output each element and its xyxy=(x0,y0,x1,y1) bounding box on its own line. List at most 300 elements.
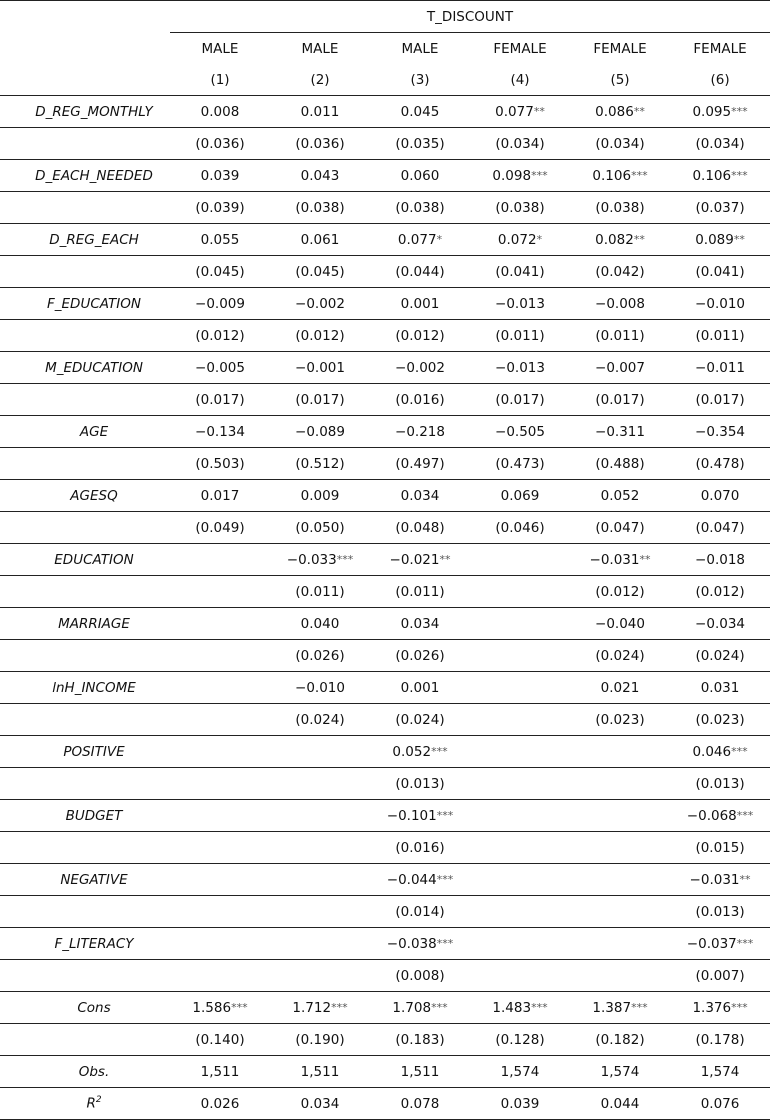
coefficient-cell xyxy=(470,96,570,128)
coefficient-value: 0.061 xyxy=(300,231,340,248)
coefficient-value: −0.037 xyxy=(686,935,737,952)
coefficient-value: 0.009 xyxy=(300,487,340,504)
coefficient-cell xyxy=(670,736,770,768)
coefficient-cell xyxy=(470,288,570,320)
header-title-row xyxy=(0,1,770,33)
standard-error-cell: (0.012) xyxy=(270,320,370,352)
stat-name-text: Obs. xyxy=(78,1063,110,1080)
coefficient-cell xyxy=(570,288,670,320)
coefficient-value: 1.586 xyxy=(192,999,232,1016)
variable-name: F_EDUCATION xyxy=(0,288,170,320)
significance-stars: ** xyxy=(639,552,651,566)
coefficient-cell xyxy=(170,992,270,1024)
coefficient-value: 1.708 xyxy=(392,999,432,1016)
standard-error-row xyxy=(0,896,770,928)
standard-error-cell: (0.045) xyxy=(270,256,370,288)
coefficient-value: −0.044 xyxy=(386,871,437,888)
standard-error-cell: (0.036) xyxy=(170,128,270,160)
significance-stars: *** xyxy=(631,1000,648,1014)
column-group-label: MALE xyxy=(301,40,339,57)
standard-error-cell: (0.497) xyxy=(370,448,470,480)
standard-error-cell: (0.049) xyxy=(170,512,270,544)
coefficient-value: 0.106 xyxy=(692,167,732,184)
significance-stars: *** xyxy=(731,168,748,182)
standard-error-row xyxy=(0,640,770,672)
variable-name: EDUCATION xyxy=(0,544,170,576)
coefficient-cell xyxy=(170,352,270,384)
standard-error-cell: (0.041) xyxy=(670,256,770,288)
standard-error-cell: (0.012) xyxy=(170,320,270,352)
standard-error-cell: (0.183) xyxy=(370,1024,470,1056)
standard-error-cell xyxy=(470,768,570,800)
standard-error-cell: (0.050) xyxy=(270,512,370,544)
column-number-label: (3) xyxy=(410,71,430,88)
coefficient-value: −0.031 xyxy=(589,551,640,568)
coefficient-row xyxy=(0,928,770,960)
significance-stars: ** xyxy=(633,104,645,118)
coefficient-cell xyxy=(370,288,470,320)
stat-value: 0.076 xyxy=(670,1088,770,1120)
coefficient-cell xyxy=(370,992,470,1024)
coefficient-value: 0.077 xyxy=(397,231,437,248)
row-label-blank xyxy=(0,704,170,736)
stat-value: 0.034 xyxy=(270,1088,370,1120)
significance-stars: *** xyxy=(436,808,454,822)
coefficient-cell xyxy=(670,352,770,384)
coefficient-value: −0.001 xyxy=(295,359,345,376)
coefficient-cell xyxy=(270,352,370,384)
stat-name xyxy=(0,1088,170,1120)
coefficient-cell xyxy=(570,672,670,704)
standard-error-row xyxy=(0,128,770,160)
coefficient-value: 0.052 xyxy=(600,487,640,504)
coefficient-cell xyxy=(370,800,470,832)
coefficient-cell xyxy=(670,800,770,832)
significance-stars: ** xyxy=(439,552,451,566)
coefficient-cell xyxy=(370,352,470,384)
variable-name: Cons xyxy=(0,992,170,1024)
coefficient-cell xyxy=(370,864,470,896)
header-corner xyxy=(0,1,170,33)
coefficient-value: −0.068 xyxy=(686,807,737,824)
standard-error-cell: (0.013) xyxy=(370,768,470,800)
coefficient-cell xyxy=(170,800,270,832)
standard-error-row xyxy=(0,960,770,992)
significance-stars: ** xyxy=(733,232,745,246)
row-label-blank xyxy=(0,768,170,800)
standard-error-cell: (0.017) xyxy=(270,384,370,416)
coefficient-cell xyxy=(670,480,770,512)
variable-name: BUDGET xyxy=(0,800,170,832)
stat-name-text: R xyxy=(86,1095,96,1112)
coefficient-cell xyxy=(270,544,370,576)
standard-error-cell: (0.015) xyxy=(670,832,770,864)
coefficient-cell xyxy=(670,992,770,1024)
standard-error-cell: (0.012) xyxy=(570,576,670,608)
significance-stars: *** xyxy=(231,1000,248,1014)
standard-error-cell: (0.034) xyxy=(570,128,670,160)
standard-error-cell: (0.011) xyxy=(670,320,770,352)
significance-stars: *** xyxy=(631,168,648,182)
column-number-label: (1) xyxy=(210,71,230,88)
coefficient-value: 0.043 xyxy=(300,167,340,184)
coefficient-cell xyxy=(470,416,570,448)
column-group-label: MALE xyxy=(201,40,239,57)
coefficient-cell xyxy=(270,96,370,128)
standard-error-cell: (0.011) xyxy=(270,576,370,608)
coefficient-cell xyxy=(470,928,570,960)
header-corner xyxy=(0,33,170,65)
standard-error-cell: (0.038) xyxy=(270,192,370,224)
standard-error-cell: (0.034) xyxy=(670,128,770,160)
significance-stars: *** xyxy=(531,1000,548,1014)
coefficient-cell xyxy=(470,992,570,1024)
coefficient-value: 0.031 xyxy=(700,679,740,696)
coefficient-value: −0.038 xyxy=(386,935,437,952)
standard-error-row xyxy=(0,704,770,736)
standard-error-cell: (0.012) xyxy=(370,320,470,352)
significance-stars: *** xyxy=(736,936,754,950)
standard-error-cell xyxy=(570,768,670,800)
coefficient-cell xyxy=(270,992,370,1024)
coefficient-cell xyxy=(170,928,270,960)
standard-error-cell: (0.128) xyxy=(470,1024,570,1056)
significance-stars: * xyxy=(436,232,443,246)
row-label-blank xyxy=(0,256,170,288)
standard-error-row xyxy=(0,1024,770,1056)
coefficient-value: −0.002 xyxy=(295,295,345,312)
standard-error-cell: (0.039) xyxy=(170,192,270,224)
row-label-blank xyxy=(0,896,170,928)
coefficient-cell xyxy=(670,416,770,448)
coefficient-row xyxy=(0,736,770,768)
standard-error-cell xyxy=(170,896,270,928)
coefficient-value: 0.072 xyxy=(497,231,537,248)
coefficient-value: −0.013 xyxy=(495,359,545,376)
coefficient-value: 0.095 xyxy=(692,103,732,120)
standard-error-cell: (0.016) xyxy=(370,832,470,864)
standard-error-cell: (0.473) xyxy=(470,448,570,480)
coefficient-value: 0.039 xyxy=(200,167,240,184)
significance-stars: ** xyxy=(633,232,645,246)
coefficient-value: 1.712 xyxy=(292,999,332,1016)
significance-stars: ** xyxy=(739,872,751,886)
coefficient-cell xyxy=(170,96,270,128)
standard-error-row xyxy=(0,768,770,800)
coefficient-cell xyxy=(570,416,670,448)
coefficient-cell xyxy=(370,544,470,576)
standard-error-cell: (0.034) xyxy=(470,128,570,160)
coefficient-cell xyxy=(570,544,670,576)
standard-error-cell: (0.478) xyxy=(670,448,770,480)
significance-stars: *** xyxy=(731,1000,748,1014)
column-number-label: (4) xyxy=(510,71,530,88)
standard-error-cell xyxy=(470,960,570,992)
standard-error-cell xyxy=(570,832,670,864)
coefficient-cell xyxy=(270,928,370,960)
coefficient-value: −0.031 xyxy=(689,871,740,888)
standard-error-cell xyxy=(270,832,370,864)
stat-value: 1,511 xyxy=(270,1056,370,1088)
significance-stars: *** xyxy=(336,552,354,566)
coefficient-cell xyxy=(570,352,670,384)
coefficient-value: −0.218 xyxy=(395,423,445,440)
coefficient-row xyxy=(0,480,770,512)
coefficient-cell xyxy=(470,672,570,704)
coefficient-cell xyxy=(170,736,270,768)
row-label-blank xyxy=(0,320,170,352)
standard-error-cell xyxy=(170,640,270,672)
coefficient-value: −0.013 xyxy=(495,295,545,312)
standard-error-cell xyxy=(170,832,270,864)
coefficient-cell xyxy=(570,992,670,1024)
standard-error-row xyxy=(0,512,770,544)
coefficient-cell xyxy=(170,864,270,896)
coefficient-row xyxy=(0,224,770,256)
column-group-label: FEMALE xyxy=(693,40,747,57)
variable-name: D_REG_MONTHLY xyxy=(0,96,170,128)
dependent-variable-title: T_DISCOUNT xyxy=(170,1,770,33)
coefficient-cell xyxy=(670,160,770,192)
standard-error-cell xyxy=(270,896,370,928)
coefficient-value: 0.040 xyxy=(300,615,340,632)
standard-error-cell: (0.038) xyxy=(470,192,570,224)
standard-error-row xyxy=(0,320,770,352)
standard-error-cell xyxy=(170,576,270,608)
variable-name: AGESQ xyxy=(0,480,170,512)
coefficient-value: −0.010 xyxy=(295,679,345,696)
standard-error-cell: (0.503) xyxy=(170,448,270,480)
standard-error-cell xyxy=(470,704,570,736)
coefficient-cell xyxy=(170,224,270,256)
coefficient-value: −0.005 xyxy=(195,359,245,376)
significance-stars: *** xyxy=(731,744,748,758)
coefficient-cell xyxy=(370,608,470,640)
stat-value: 0.039 xyxy=(470,1088,570,1120)
significance-stars: *** xyxy=(431,744,448,758)
coefficient-value: 1.387 xyxy=(592,999,632,1016)
coefficient-value: 0.001 xyxy=(400,679,440,696)
standard-error-cell: (0.016) xyxy=(370,384,470,416)
standard-error-row xyxy=(0,832,770,864)
coefficient-value: 0.077 xyxy=(495,103,534,120)
coefficient-cell xyxy=(370,224,470,256)
summary-stat-row xyxy=(0,1056,770,1088)
coefficient-value: 0.069 xyxy=(500,487,540,504)
standard-error-cell: (0.044) xyxy=(370,256,470,288)
standard-error-cell xyxy=(470,832,570,864)
coefficient-value: −0.134 xyxy=(195,423,245,440)
coefficient-value: −0.033 xyxy=(286,551,337,568)
standard-error-cell: (0.023) xyxy=(670,704,770,736)
coefficient-cell xyxy=(270,608,370,640)
standard-error-cell xyxy=(170,704,270,736)
standard-error-cell: (0.017) xyxy=(470,384,570,416)
significance-stars: *** xyxy=(531,168,548,182)
coefficient-cell xyxy=(270,224,370,256)
coefficient-value: 0.070 xyxy=(700,487,740,504)
standard-error-row xyxy=(0,256,770,288)
coefficient-cell xyxy=(670,928,770,960)
coefficient-value: −0.101 xyxy=(386,807,437,824)
standard-error-cell: (0.017) xyxy=(170,384,270,416)
header-corner xyxy=(0,64,170,96)
coefficient-cell xyxy=(570,96,670,128)
coefficient-value: 0.106 xyxy=(592,167,632,184)
coefficient-cell xyxy=(370,928,470,960)
standard-error-cell: (0.140) xyxy=(170,1024,270,1056)
coefficient-value: −0.354 xyxy=(695,423,746,440)
coefficient-value: 1.483 xyxy=(492,999,532,1016)
standard-error-cell: (0.017) xyxy=(670,384,770,416)
significance-stars: *** xyxy=(736,808,754,822)
standard-error-cell: (0.035) xyxy=(370,128,470,160)
standard-error-cell: (0.042) xyxy=(570,256,670,288)
coefficient-cell xyxy=(470,544,570,576)
stat-value: 0.044 xyxy=(570,1088,670,1120)
coefficient-value: −0.010 xyxy=(695,295,746,312)
coefficient-row xyxy=(0,288,770,320)
column-number-label: (6) xyxy=(710,71,730,88)
stat-value: 1,574 xyxy=(670,1056,770,1088)
significance-stars: * xyxy=(536,232,543,246)
coefficient-row xyxy=(0,608,770,640)
coefficient-cell xyxy=(470,224,570,256)
column-group-label: MALE xyxy=(401,40,439,57)
significance-stars: *** xyxy=(331,1000,348,1014)
coefficient-cell xyxy=(270,800,370,832)
coefficient-value: −0.018 xyxy=(695,551,746,568)
standard-error-cell xyxy=(170,960,270,992)
coefficient-cell xyxy=(270,672,370,704)
row-label-blank xyxy=(0,576,170,608)
standard-error-cell xyxy=(270,960,370,992)
coefficient-cell xyxy=(470,736,570,768)
coefficient-cell xyxy=(670,96,770,128)
variable-name: D_EACH_NEEDED xyxy=(0,160,170,192)
header-number-row xyxy=(0,64,770,96)
coefficient-value: 0.017 xyxy=(200,487,240,504)
coefficient-value: 0.055 xyxy=(200,231,240,248)
standard-error-cell: (0.048) xyxy=(370,512,470,544)
significance-stars: ** xyxy=(533,104,545,118)
coefficient-cell xyxy=(370,160,470,192)
standard-error-cell: (0.488) xyxy=(570,448,670,480)
coefficient-cell xyxy=(470,800,570,832)
coefficient-row xyxy=(0,96,770,128)
standard-error-cell: (0.026) xyxy=(370,640,470,672)
column-number-label: (2) xyxy=(310,71,330,88)
coefficient-value: 0.008 xyxy=(200,103,240,120)
standard-error-cell: (0.037) xyxy=(670,192,770,224)
standard-error-cell: (0.512) xyxy=(270,448,370,480)
coefficient-cell xyxy=(370,736,470,768)
coefficient-cell xyxy=(570,928,670,960)
coefficient-value: −0.007 xyxy=(595,359,645,376)
standard-error-cell: (0.041) xyxy=(470,256,570,288)
coefficient-cell xyxy=(170,160,270,192)
standard-error-cell xyxy=(470,640,570,672)
coefficient-cell xyxy=(270,160,370,192)
coefficient-cell xyxy=(670,608,770,640)
significance-stars: *** xyxy=(431,1000,448,1014)
coefficient-value: −0.505 xyxy=(495,423,545,440)
coefficient-value: −0.311 xyxy=(595,423,645,440)
standard-error-cell: (0.038) xyxy=(370,192,470,224)
coefficient-cell xyxy=(270,288,370,320)
standard-error-cell: (0.024) xyxy=(570,640,670,672)
standard-error-cell: (0.007) xyxy=(670,960,770,992)
stat-name-superscript: 2 xyxy=(95,1095,102,1106)
standard-error-cell: (0.011) xyxy=(470,320,570,352)
standard-error-cell: (0.038) xyxy=(570,192,670,224)
coefficient-value: 0.045 xyxy=(400,103,440,120)
standard-error-cell: (0.017) xyxy=(570,384,670,416)
coefficient-cell xyxy=(570,864,670,896)
coefficient-row xyxy=(0,672,770,704)
coefficient-value: 0.001 xyxy=(400,295,440,312)
coefficient-value: 0.086 xyxy=(595,103,634,120)
coefficient-cell xyxy=(470,480,570,512)
standard-error-cell xyxy=(470,896,570,928)
coefficient-value: −0.034 xyxy=(695,615,746,632)
coefficient-cell xyxy=(470,160,570,192)
standard-error-row xyxy=(0,192,770,224)
coefficient-cell xyxy=(570,224,670,256)
row-label-blank xyxy=(0,640,170,672)
stat-value: 1,574 xyxy=(570,1056,670,1088)
row-label-blank xyxy=(0,192,170,224)
coefficient-cell xyxy=(170,480,270,512)
coefficient-value: −0.008 xyxy=(595,295,645,312)
coefficient-value: 0.082 xyxy=(595,231,634,248)
coefficient-cell xyxy=(670,864,770,896)
coefficient-cell xyxy=(170,544,270,576)
standard-error-cell: (0.045) xyxy=(170,256,270,288)
row-label-blank xyxy=(0,384,170,416)
standard-error-cell: (0.023) xyxy=(570,704,670,736)
standard-error-cell: (0.190) xyxy=(270,1024,370,1056)
variable-name: F_LITERACY xyxy=(0,928,170,960)
standard-error-row xyxy=(0,384,770,416)
variable-name: NEGATIVE xyxy=(0,864,170,896)
significance-stars: *** xyxy=(436,872,454,886)
coefficient-cell xyxy=(270,416,370,448)
coefficient-value: −0.021 xyxy=(389,551,440,568)
standard-error-cell: (0.011) xyxy=(570,320,670,352)
standard-error-cell: (0.047) xyxy=(570,512,670,544)
coefficient-row xyxy=(0,416,770,448)
variable-name: AGE xyxy=(0,416,170,448)
coefficient-cell xyxy=(570,160,670,192)
standard-error-cell: (0.024) xyxy=(370,704,470,736)
coefficient-value: −0.089 xyxy=(295,423,345,440)
header-group-row xyxy=(0,33,770,65)
variable-name: lnH_INCOME xyxy=(0,672,170,704)
column-number-label: (5) xyxy=(610,71,630,88)
standard-error-cell: (0.178) xyxy=(670,1024,770,1056)
standard-error-cell: (0.014) xyxy=(370,896,470,928)
coefficient-cell xyxy=(370,416,470,448)
coefficient-value: 0.098 xyxy=(492,167,532,184)
coefficient-value: 0.046 xyxy=(692,743,732,760)
coefficient-cell xyxy=(270,864,370,896)
coefficient-cell xyxy=(670,288,770,320)
significance-stars: *** xyxy=(731,104,748,118)
variable-name: MARRIAGE xyxy=(0,608,170,640)
summary-stat-row xyxy=(0,1088,770,1120)
row-label-blank xyxy=(0,448,170,480)
